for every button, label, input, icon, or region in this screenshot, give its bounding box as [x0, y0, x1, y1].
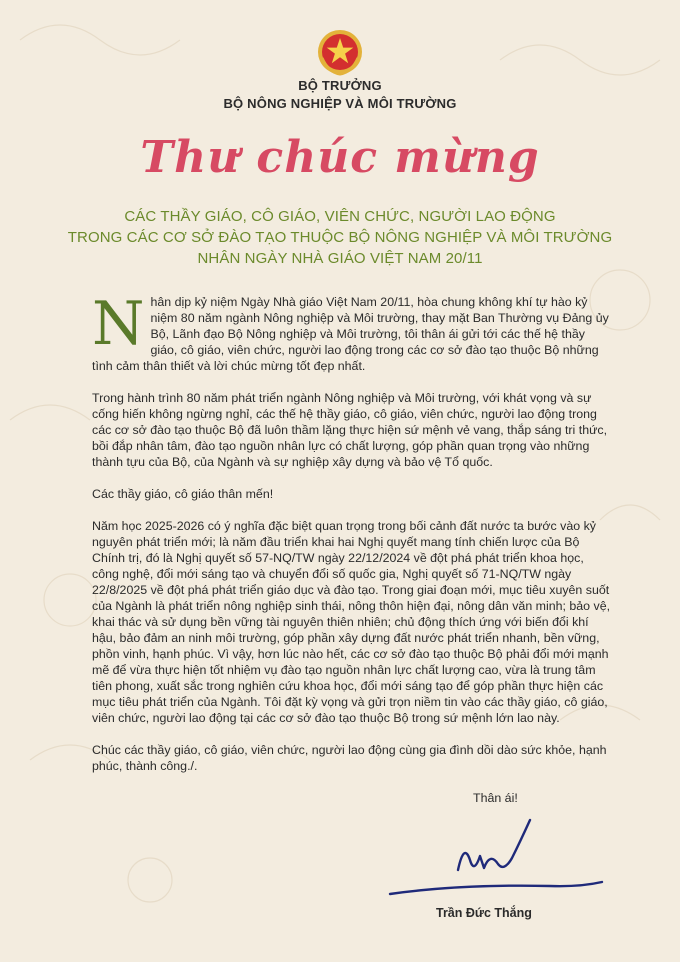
subtitle-line-3: NHÂN NGÀY NHÀ GIÁO VIỆT NAM 20/11: [197, 250, 483, 267]
paragraph-greeting: Các thầy giáo, cô giáo thân mến!: [92, 487, 274, 501]
paragraph-wishes: Chúc các thầy giáo, cô giáo, viên chức, người lao động cùng gia đình dồi dào sức khỏe, hạnh phúc, thành công./.: [92, 743, 607, 773]
letter-body: [92, 289, 612, 790]
signature-image: [380, 812, 610, 902]
closing-salutation: Thân ái!: [473, 791, 518, 805]
signer-name: Trần Đức Thắng: [436, 906, 532, 920]
subtitle-line-1: CÁC THẦY GIÁO, CÔ GIÁO, VIÊN CHỨC, NGƯỜI LAO ĐỘNG: [124, 208, 556, 225]
paragraph-history: Trong hành trình 80 năm phát triển ngành Nông nghiệp và Môi trường, với khát vọng và sự cống hiến không ngừng nghỉ, các thế hệ thầy giáo, cô giáo, viên chức, người lao động trong các cơ sở đào tạo thuộc Bộ đã luôn thầm lặng thực hiện sứ mệnh vẻ vang, thắp sáng tri thức, bồi đắp nhân tâm, đào tạo nguồn nhân lực có chất lượng, góp phần quan trọng vào những thành tựu của Bộ, của Ngành và sự nghiệp xây dựng và bảo vệ Tổ quốc.: [92, 391, 608, 469]
paragraph-opening: [92, 289, 612, 374]
subtitle-line-2: TRONG CÁC CƠ SỞ ĐÀO TẠO THUỘC BỘ NÔNG NGHIỆP VÀ MÔI TRƯỜNG: [67, 229, 613, 246]
issuer-ministry: BỘ NÔNG NGHIỆP VÀ MÔI TRƯỜNG: [223, 96, 457, 111]
issuer-title: BỘ TRƯỞNG: [298, 78, 382, 93]
paragraph-school-year: Năm học 2025-2026 có ý nghĩa đặc biệt quan trọng trong bối cảnh đất nước ta bước vào kỷ nguyên phát triển mới; là năm đầu triển khai hai Nghị quyết mang tính chiến lược của Bộ Chính trị, đó là Nghị quyết số 57-NQ/TW ngày 22/12/2024 về đột phá phát triển khoa học, công nghệ, đổi mới sáng tạo và chuyển đổi số quốc gia, Nghị quyết số 71-NQ/TW ngày 22/8/2025 về đột phá phát triển giáo dục và đào tạo. Trong giai đoạn mới, mục tiêu xuyên suốt của Ngành là phát triển nông nghiệp sinh thái, nông thôn hiện đại, nông dân văn minh; bảo vệ, khai thác và sử dụng bền vững tài nguyên thiên nhiên; chủ động thích ứng với biến đổi khí hậu, bảo đảm an ninh môi trường, góp phần xây dựng đất nước phát triển nhanh, bền vững, phồn vinh, hạnh phúc. Vì vậy, hơn lúc nào hết, các cơ sở đào tạo thuộc Bộ phải đổi mới mạnh mẽ để vừa thực hiện tốt nhiệm vụ đào tạo nguồn nhân lực chất lượng cao, vừa là trung tâm tiên phong, xuất sắc trong nghiên cứu khoa học, đổi mới sáng tạo để góp phần thực hiện các mục tiêu phát triển của Ngành. Tôi đặt kỳ vọng và gửi trọn niềm tin vào các thầy giáo, cô giáo, viên chức, người lao động tại các cơ sở đào tạo thuộc Bộ trong sứ mệnh lớn lao này.: [92, 519, 611, 725]
letter-title: Thư chúc mừng: [140, 132, 540, 183]
drop-cap: N: [92, 289, 145, 359]
national-emblem-icon: [316, 28, 364, 76]
paragraph-opening-text: hân dịp kỷ niệm Ngày Nhà giáo Việt Nam 20/11, hòa chung không khí tự hào kỷ niệm 80 năm ngành Nông nghiệp và Môi trường, thay mặt Ban Thường vụ Đảng ủy Bộ, Lãnh đạo Bộ Nông nghiệp và Môi trường, tôi thân ái gửi tới các thế hệ thầy giáo, cô giáo, viên chức, người lao động trong các cơ sở đào tạo thuộc Bộ những tình cảm thân thiết và lời chúc mừng tốt đẹp nhất.: [92, 295, 609, 373]
